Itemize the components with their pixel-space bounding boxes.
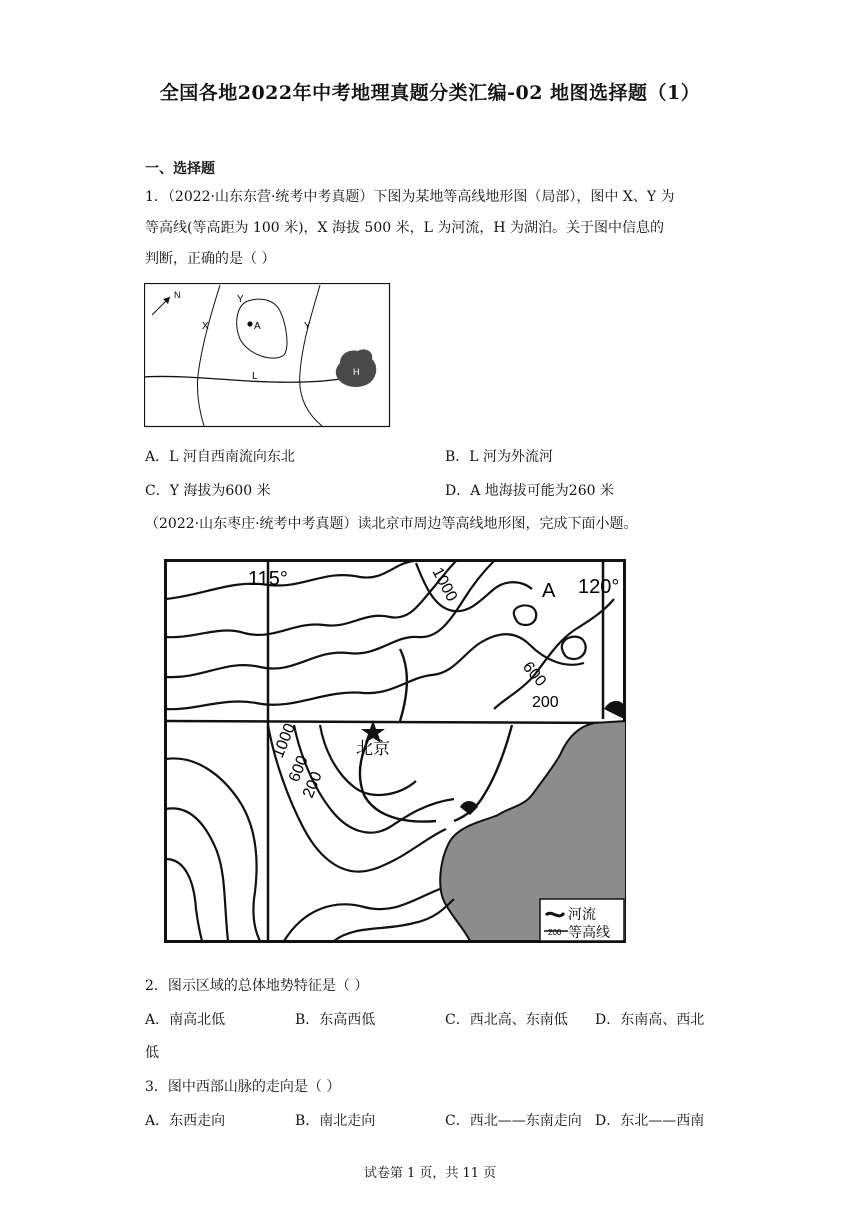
q1-option-a[interactable]: A．L 河自西南流向东北 [145, 449, 295, 465]
lon-120-label: 120° [578, 576, 620, 598]
question-3-stem: 3．图中西部山脉的走向是（ ） [145, 1079, 341, 1095]
contour-200-top: 200 [532, 694, 559, 711]
q1-contour-figure [144, 283, 392, 429]
section-heading: 一、选择题 [145, 161, 215, 177]
label-y-right: Y [304, 321, 311, 332]
q2-option-d[interactable]: D．东南高、西北 [595, 1012, 705, 1028]
contour-1000-left: 1000 [269, 721, 300, 761]
contour-600-top: 600 [518, 658, 550, 691]
question-2-stem: 2．图示区域的总体地势特征是（ ） [145, 978, 369, 994]
north-label: N [174, 290, 181, 300]
legend-contour-label: 等高线 [568, 924, 610, 940]
question-1-line-1: 1．（2022·山东东营·统考中考真题）下图为某地等高线地形图（局部），图中 X、Y 为 [145, 189, 675, 205]
lon-115-label: 115° [248, 568, 288, 590]
q2-option-d-continued: 低 [145, 1045, 159, 1061]
page-footer: 试卷第 1 页，共 11 页 [363, 1166, 497, 1181]
label-y-top: Y [237, 294, 244, 305]
point-a-label: A [542, 580, 556, 602]
q2-option-b[interactable]: B．东高西低 [295, 1012, 376, 1028]
q3-option-c[interactable]: C．西北——东南走向 [445, 1113, 582, 1129]
q1-option-c[interactable]: C．Y 海拔为600 米 [145, 483, 271, 499]
q3-option-b[interactable]: B．南北走向 [295, 1113, 376, 1129]
label-x: X [202, 321, 209, 332]
contour-200-left: 200 [299, 769, 326, 801]
question-1-line-2: 等高线(等高距为 100 米)，X 海拔 500 米，L 为河流，H 为湖泊。关于图中信息的 [145, 220, 664, 236]
page-title: 全国各地2022年中考地理真题分类汇编-02 地图选择题（1） [159, 82, 701, 104]
q3-option-d[interactable]: D．东北——西南 [595, 1113, 705, 1129]
label-a: A [254, 321, 261, 332]
group-intro: （2022·山东枣庄·统考中考真题）读北京市周边等高线地形图，完成下面小题。 [145, 516, 638, 532]
contour-600-left: 600 [285, 753, 312, 785]
label-l: L [252, 371, 258, 382]
question-1-line-3: 判断，正确的是（ ） [145, 251, 276, 267]
legend-contour-value: 200 [548, 928, 562, 937]
question-1-stem [145, 182, 715, 275]
label-h: H [353, 367, 360, 377]
contour-1000-top: 1000 [428, 564, 461, 605]
q1-option-d[interactable]: D．A 地海拔可能为260 米 [445, 483, 614, 499]
q1-option-b[interactable]: B．L 河为外流河 [445, 449, 554, 465]
point-a-marker [247, 321, 252, 326]
q3-option-a[interactable]: A．东西走向 [145, 1113, 226, 1129]
q2-option-a[interactable]: A．南高北低 [145, 1012, 226, 1028]
legend-river-label: 河流 [568, 906, 596, 922]
beijing-label: 北京 [356, 739, 390, 758]
q2-option-c[interactable]: C．西北高、东南低 [445, 1012, 568, 1028]
beijing-contour-map [164, 559, 626, 943]
